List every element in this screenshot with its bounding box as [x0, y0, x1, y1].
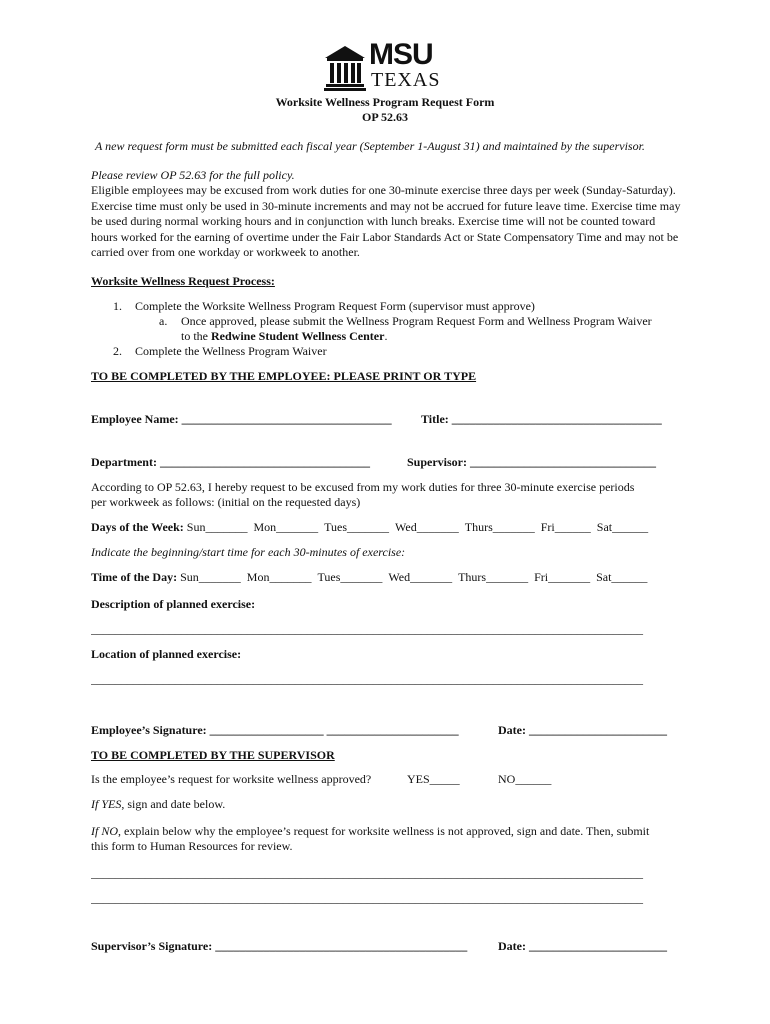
form-title: Worksite Wellness Program Request Form [275, 95, 495, 109]
day-tues-field[interactable]: Tues_______ [324, 520, 390, 534]
explanation-line-1[interactable]: ____________________________________________________________________________________________ [91, 866, 643, 880]
according-text-line1: According to OP 52.63, I hereby request to be excused from my work duties for three 30-minute exercise periods [91, 480, 635, 494]
if-no-rest: , explain below why the employee’s request for worksite wellness is not approved, sign and date. Then, submit [118, 824, 650, 838]
days-of-week-label: Days of the Week: [91, 520, 184, 534]
time-sat-field[interactable]: Sat______ [596, 570, 648, 584]
employee-signature-field[interactable]: Employee’s Signature: ___________________ ______________________ [91, 723, 459, 737]
explanation-line-2[interactable]: ____________________________________________________________________________________________ [91, 891, 643, 905]
day-sat-field[interactable]: Sat______ [596, 520, 649, 534]
if-no-instruction-continued: this form to Human Resources for review. [91, 839, 293, 853]
step1a-pre: to the [181, 329, 211, 343]
time-sun-field[interactable]: Sun_______ [177, 570, 241, 584]
day-fri-field[interactable]: Fri______ [540, 520, 591, 534]
exercise-location-label: Location of planned exercise: [91, 647, 242, 661]
process-heading: Worksite Wellness Request Process: [91, 274, 275, 288]
supervisor-field[interactable]: Supervisor: _______________________________ [407, 455, 656, 469]
exercise-description-line[interactable]: ____________________________________________________________________________________________ [91, 622, 643, 636]
approval-yes-field[interactable]: YES_____ [407, 772, 460, 786]
wellness-center-name: Redwine Student Wellness Center [211, 329, 385, 343]
step1a-text: Once approved, please submit the Wellness Program Request Form and Wellness Program Waiver [181, 314, 652, 328]
time-fri-field[interactable]: Fri_______ [534, 570, 591, 584]
exercise-location-line[interactable]: ____________________________________________________________________________________________ [91, 672, 643, 686]
day-mon-field[interactable]: Mon_______ [253, 520, 319, 534]
supervisor-section-heading: TO BE COMPLETED BY THE SUPERVISOR [91, 748, 335, 762]
day-wed-field[interactable]: Wed_______ [395, 520, 459, 534]
start-time-instruction: Indicate the beginning/start time for each 30-minutes of exercise: [91, 545, 406, 559]
step2-number: 2. [113, 344, 122, 358]
according-text-line2: per workweek as follows: (initial on the requested days) [91, 495, 361, 509]
approval-no-field[interactable]: NO______ [498, 772, 552, 786]
if-no-emphasis: If NO [91, 824, 118, 838]
time-of-day-row [91, 570, 647, 585]
day-thurs-field[interactable]: Thurs_______ [464, 520, 535, 534]
time-wed-field[interactable]: Wed_______ [388, 570, 453, 584]
time-mon-field[interactable]: Mon_______ [246, 570, 312, 584]
logo-msu-text: MSU [369, 38, 433, 71]
if-yes-emphasis: If YES [91, 797, 122, 811]
step2-text: Complete the Wellness Program Waiver [135, 344, 327, 358]
supervisor-signature-field[interactable]: Supervisor’s Signature: __________________________________________ [91, 939, 468, 953]
time-of-day-label: Time of the Day: [91, 570, 178, 584]
if-yes-rest: , sign and date below. [121, 797, 226, 811]
form-op-number: OP 52.63 [361, 110, 408, 124]
employee-section-heading: TO BE COMPLETED BY THE EMPLOYEE: PLEASE PRINT OR TYPE [91, 369, 477, 383]
msu-texas-logo [323, 38, 453, 92]
days-of-week-row [91, 520, 648, 535]
time-tues-field[interactable]: Tues_______ [317, 570, 383, 584]
logo-texas-text: TEXAS [371, 69, 441, 91]
time-thurs-field[interactable]: Thurs_______ [458, 570, 529, 584]
if-yes-instruction [91, 797, 225, 812]
step1-text: Complete the Worksite Wellness Program Request Form (supervisor must approve) [135, 299, 535, 313]
if-no-instruction [91, 824, 649, 839]
day-sun-field[interactable]: Sun_______ [183, 520, 248, 534]
step1a-letter: a. [159, 314, 168, 328]
title-field[interactable]: Title: ___________________________________ [421, 412, 662, 426]
supervisor-date-field[interactable]: Date: _______________________ [498, 939, 667, 953]
policy-review-note: Please review OP 52.63 for the full policy. [91, 168, 295, 182]
step1a-text-continued [181, 329, 387, 344]
department-field[interactable]: Department: ___________________________________ [91, 455, 370, 469]
fiscal-year-notice: A new request form must be submitted each fiscal year (September 1-August 31) and maintained by the supervisor. [95, 139, 645, 153]
step1a-post: . [384, 329, 388, 343]
policy-body: Eligible employees may be excused from work duties for one 30-minute exercise three days per week (Sunday-Saturday). Exercise time must only be used in 30-minute increments and may not be accrued for future leave time. Exercise time may be used during normal working hours and in conjunction with lunch breaks. Exercise time will not be counted toward hours worked for the earning of overtime under the Fair Labor Standards Act or State Compensatory Time and may not be carried over from one workday or workweek to another. [91, 183, 681, 259]
approval-question: Is the employee’s request for worksite wellness approved? [91, 772, 372, 786]
employee-date-field[interactable]: Date: _______________________ [498, 723, 667, 737]
exercise-description-label: Description of planned exercise: [91, 597, 256, 611]
step1-number: 1. [113, 299, 122, 313]
employee-name-field[interactable]: Employee Name: ___________________________________ [91, 412, 392, 426]
building-icon [323, 44, 367, 92]
